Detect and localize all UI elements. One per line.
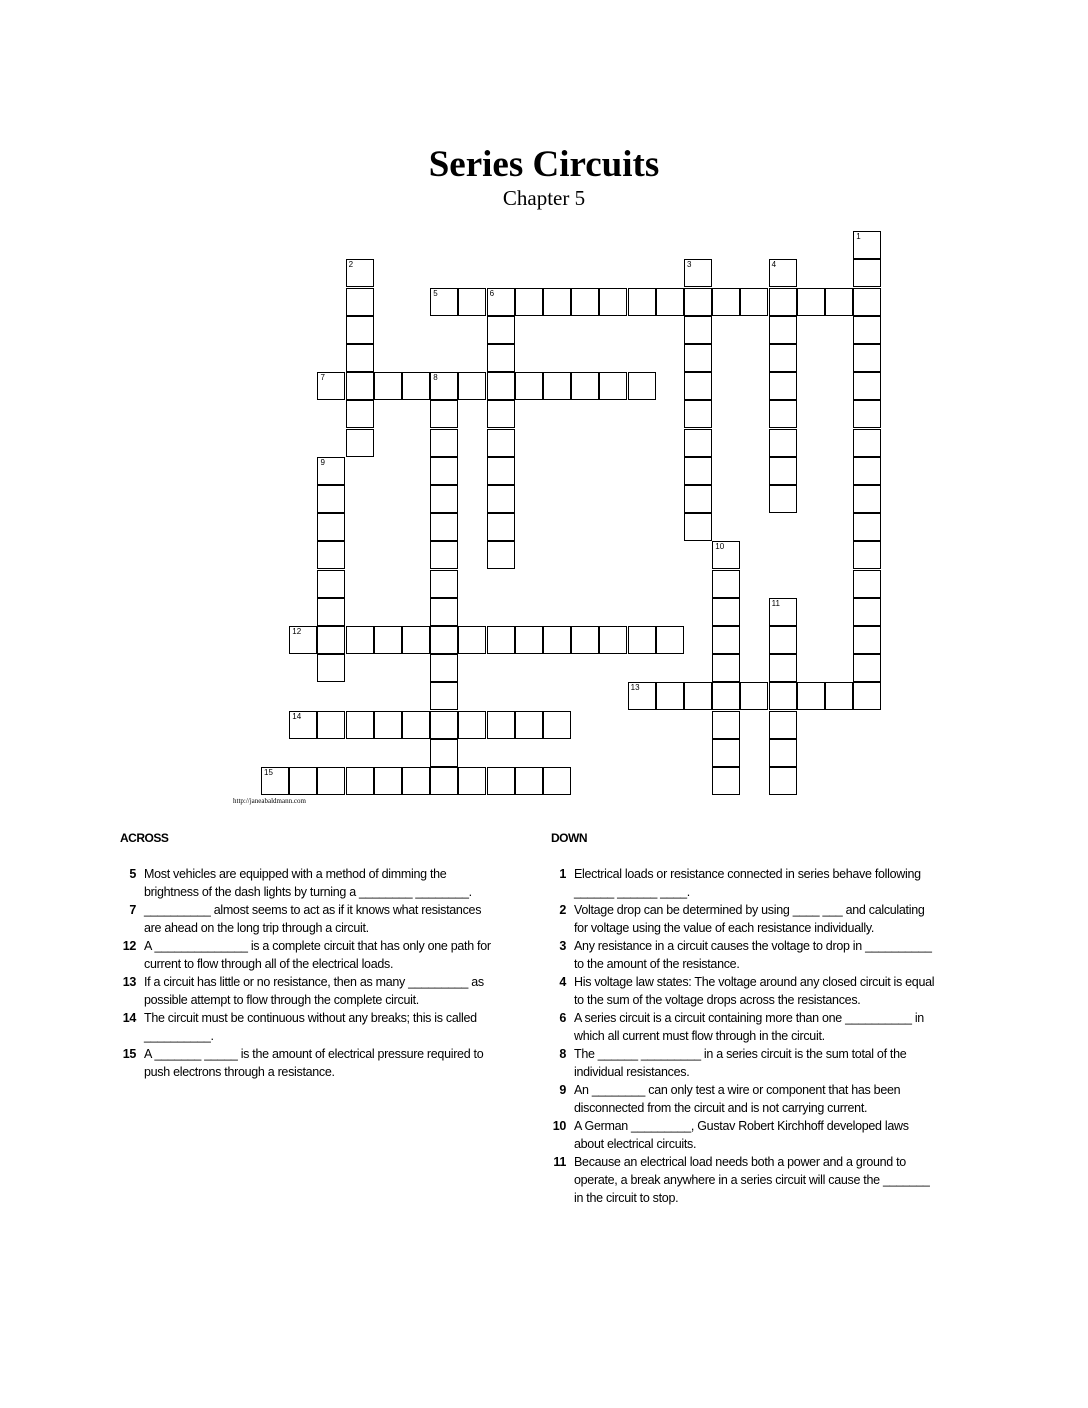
clue-number: 15: [122, 1047, 136, 1061]
grid-cell[interactable]: [346, 259, 374, 287]
grid-cell[interactable]: [487, 513, 515, 541]
grid-cell[interactable]: [515, 626, 543, 654]
down-clue-list: [544, 865, 939, 1207]
grid-cell[interactable]: [317, 372, 345, 400]
grid-cell[interactable]: [430, 598, 458, 626]
grid-cell[interactable]: [289, 767, 317, 795]
clue-text: A ______________ is a complete circuit that has only one path for current to flow through all of the electrical loads.: [144, 939, 491, 971]
grid-cell[interactable]: [289, 711, 317, 739]
grid-cell[interactable]: [599, 288, 627, 316]
grid-cell[interactable]: [769, 316, 797, 344]
down-clue: [544, 865, 939, 901]
grid-cell[interactable]: [853, 654, 881, 682]
grid-cell[interactable]: [684, 259, 712, 287]
grid-cell[interactable]: [769, 682, 797, 710]
grid-cell[interactable]: [628, 288, 656, 316]
grid-cell[interactable]: [769, 400, 797, 428]
down-clue: [544, 1081, 939, 1117]
grid-cell[interactable]: [853, 231, 881, 259]
grid-cell[interactable]: [317, 570, 345, 598]
page-title: Series Circuits: [428, 144, 660, 185]
grid-cell[interactable]: [430, 739, 458, 767]
grid-cell[interactable]: [599, 626, 627, 654]
clue-text: Any resistance in a circuit causes the voltage to drop in __________ to the amount of the resistance.: [574, 939, 932, 971]
grid-cell[interactable]: [317, 598, 345, 626]
grid-cell[interactable]: [740, 288, 768, 316]
grid-cell[interactable]: [487, 767, 515, 795]
grid-cell[interactable]: [430, 288, 458, 316]
clue-number: 5: [129, 867, 136, 881]
grid-cell[interactable]: [430, 570, 458, 598]
grid-cell[interactable]: [684, 288, 712, 316]
grid-cell[interactable]: [458, 288, 486, 316]
clue-text: An ________ can only test a wire or component that has been disconnected from the circuit and is not carrying current.: [574, 1083, 901, 1115]
grid-cell[interactable]: [712, 598, 740, 626]
grid-cell[interactable]: [853, 626, 881, 654]
grid-cell[interactable]: [769, 429, 797, 457]
grid-cell[interactable]: [853, 485, 881, 513]
grid-cell[interactable]: [317, 457, 345, 485]
grid-cell[interactable]: [487, 626, 515, 654]
grid-cell[interactable]: [769, 654, 797, 682]
clue-number: 11: [553, 1155, 566, 1169]
clue-number-label: 15: [264, 768, 273, 778]
grid-cell[interactable]: [346, 344, 374, 372]
page-subtitle: Chapter 5: [502, 186, 586, 210]
clue-number: 6: [559, 1011, 566, 1025]
grid-cell[interactable]: [712, 626, 740, 654]
grid-cell[interactable]: [769, 767, 797, 795]
grid-cell[interactable]: [684, 485, 712, 513]
down-clue: [544, 1117, 939, 1153]
grid-cell[interactable]: [853, 344, 881, 372]
grid-cell[interactable]: [374, 767, 402, 795]
grid-cell[interactable]: [515, 372, 543, 400]
grid-cell[interactable]: [853, 457, 881, 485]
grid-cell[interactable]: [656, 626, 684, 654]
grid-cell[interactable]: [487, 344, 515, 372]
clue-number: 1: [559, 867, 566, 881]
grid-cell[interactable]: [487, 541, 515, 569]
grid-cell[interactable]: [346, 626, 374, 654]
grid-cell[interactable]: [487, 316, 515, 344]
grid-cell[interactable]: [825, 288, 853, 316]
grid-cell[interactable]: [853, 598, 881, 626]
grid-cell[interactable]: [825, 682, 853, 710]
grid-cell[interactable]: [374, 711, 402, 739]
clue-number-label: 10: [715, 542, 725, 552]
across-clue: [114, 973, 499, 1009]
clue-number-label: 13: [630, 683, 640, 693]
grid-cell[interactable]: [346, 767, 374, 795]
clue-number-label: 5: [433, 288, 438, 298]
grid-cell[interactable]: [684, 316, 712, 344]
grid-cell[interactable]: [346, 711, 374, 739]
clue-number-label: 3: [687, 260, 692, 270]
grid-cell[interactable]: [571, 626, 599, 654]
grid-cell[interactable]: [628, 626, 656, 654]
grid-cell[interactable]: [374, 626, 402, 654]
grid-cell[interactable]: [430, 626, 458, 654]
grid-cell[interactable]: [853, 429, 881, 457]
grid-cell[interactable]: [684, 344, 712, 372]
grid-cell[interactable]: [769, 344, 797, 372]
clue-number-label: 12: [292, 627, 302, 637]
grid-cell[interactable]: [430, 485, 458, 513]
clue-number-label: 7: [320, 373, 325, 383]
grid-cell[interactable]: [543, 767, 571, 795]
grid-cell[interactable]: [684, 682, 712, 710]
clue-number: 4: [559, 975, 566, 989]
across-heading: ACROSS: [120, 831, 169, 845]
grid-cell[interactable]: [769, 372, 797, 400]
grid-cell[interactable]: [430, 682, 458, 710]
grid-cell[interactable]: [430, 541, 458, 569]
clue-number-label: 2: [348, 260, 354, 270]
down-clue: [544, 1009, 939, 1045]
down-heading: DOWN: [551, 831, 587, 845]
down-clue: [544, 1045, 939, 1081]
grid-cell[interactable]: [402, 372, 430, 400]
clue-number: 12: [122, 939, 136, 953]
grid-cell[interactable]: [515, 767, 543, 795]
clue-text: Voltage drop can be determined by using ____ ___ and calculating for voltage using the value of each resistance individually.: [574, 903, 925, 935]
grid-cell[interactable]: [712, 570, 740, 598]
grid-cell[interactable]: [346, 400, 374, 428]
across-clue: [114, 1009, 499, 1045]
grid-cell[interactable]: [402, 711, 430, 739]
grid-cell[interactable]: [458, 767, 486, 795]
grid-cell[interactable]: [740, 682, 768, 710]
grid-cell[interactable]: [458, 626, 486, 654]
across-clue: [114, 901, 499, 937]
clue-text: A _______ _____ is the amount of electrical pressure required to push electrons through a resistance.: [144, 1047, 484, 1079]
clue-text: The ______ _________ in a series circuit is the sum total of the individual resistances.: [574, 1047, 907, 1079]
clue-number: 3: [559, 939, 566, 953]
clue-number: 10: [552, 1119, 566, 1133]
grid-cell[interactable]: [487, 485, 515, 513]
clue-number-label: 4: [771, 260, 777, 270]
grid-cell[interactable]: [797, 682, 825, 710]
grid-cell[interactable]: [487, 457, 515, 485]
grid-cell[interactable]: [543, 372, 571, 400]
clue-number: 14: [122, 1011, 136, 1025]
clue-text: The circuit must be continuous without any breaks; this is called __________.: [144, 1011, 477, 1043]
grid-cell[interactable]: [430, 767, 458, 795]
grid-cell[interactable]: [487, 429, 515, 457]
grid-cell[interactable]: [346, 288, 374, 316]
grid-cell[interactable]: [853, 513, 881, 541]
grid-cell[interactable]: [853, 682, 881, 710]
grid-cell[interactable]: [346, 429, 374, 457]
grid-cell[interactable]: [797, 288, 825, 316]
grid-cell[interactable]: [430, 711, 458, 739]
grid-cell[interactable]: [317, 654, 345, 682]
grid-cell[interactable]: [769, 711, 797, 739]
clue-number-label: 9: [320, 457, 325, 467]
grid-cell[interactable]: [769, 739, 797, 767]
grid-cell[interactable]: [684, 513, 712, 541]
grid-cell[interactable]: [684, 457, 712, 485]
down-clue: [544, 973, 939, 1009]
clue-number-label: 11: [771, 598, 780, 608]
grid-cell[interactable]: [487, 711, 515, 739]
grid-cell[interactable]: [853, 541, 881, 569]
grid-cell[interactable]: [656, 288, 684, 316]
grid-cell[interactable]: [515, 288, 543, 316]
clue-number: 9: [559, 1083, 566, 1097]
grid-cell[interactable]: [317, 711, 345, 739]
across-clue: [114, 865, 499, 901]
grid-cell[interactable]: [769, 259, 797, 287]
grid-cell[interactable]: [346, 316, 374, 344]
grid-cell[interactable]: [628, 372, 656, 400]
grid-cell[interactable]: [289, 626, 317, 654]
clue-text: Electrical loads or resistance connected in series behave following ______ ______ ____.: [574, 867, 921, 899]
grid-cell[interactable]: [853, 570, 881, 598]
grid-cell[interactable]: [712, 711, 740, 739]
grid-cell[interactable]: [684, 372, 712, 400]
grid-cell[interactable]: [317, 485, 345, 513]
down-clue: [544, 901, 939, 937]
grid-cell[interactable]: [853, 288, 881, 316]
clue-text: A German _________, Gustav Robert Kirchhoff developed laws about electrical circuits.: [574, 1119, 909, 1151]
clue-number: 2: [559, 903, 566, 917]
grid-cell[interactable]: [853, 372, 881, 400]
grid-cell[interactable]: [346, 372, 374, 400]
grid-cell[interactable]: [543, 626, 571, 654]
grid-cell[interactable]: [769, 485, 797, 513]
clue-number-label: 14: [292, 711, 302, 721]
grid-cell[interactable]: [684, 400, 712, 428]
grid-cell[interactable]: [769, 288, 797, 316]
grid-cell[interactable]: [430, 513, 458, 541]
grid-cell[interactable]: [712, 682, 740, 710]
grid-cell[interactable]: [430, 654, 458, 682]
grid-cell[interactable]: [261, 767, 289, 795]
grid-cell[interactable]: [712, 767, 740, 795]
clue-text: A series circuit is a circuit containing more than one __________ in which all current must flow through in the circuit.: [574, 1011, 924, 1043]
grid-cell[interactable]: [712, 288, 740, 316]
grid-cell[interactable]: [656, 682, 684, 710]
grid-cell[interactable]: [458, 372, 486, 400]
grid-cell[interactable]: [543, 288, 571, 316]
clue-text: __________ almost seems to act as if it knows what resistances are ahead on the long trip through a circuit.: [144, 903, 482, 935]
grid-cell[interactable]: [712, 541, 740, 569]
grid-cell[interactable]: [853, 259, 881, 287]
grid-cell[interactable]: [430, 372, 458, 400]
grid-cell[interactable]: [853, 400, 881, 428]
grid-cell[interactable]: [487, 372, 515, 400]
grid-cell[interactable]: [712, 654, 740, 682]
grid-cell[interactable]: [487, 400, 515, 428]
across-clue-list: [114, 865, 499, 1081]
clue-text: If a circuit has little or no resistance, then as many _________ as possible attempt to flow through the complete circuit.: [144, 975, 484, 1007]
clue-number-label: 1: [856, 232, 861, 242]
grid-cell[interactable]: [317, 541, 345, 569]
clue-text: Most vehicles are equipped with a method of dimming the brightness of the dash lights by turning a ________ ________.: [144, 867, 472, 899]
grid-cell[interactable]: [402, 626, 430, 654]
clue-number: 7: [129, 903, 136, 917]
grid-cell[interactable]: [853, 316, 881, 344]
grid-cell[interactable]: [769, 626, 797, 654]
grid-cell[interactable]: [769, 457, 797, 485]
clue-text: Because an electrical load needs both a power and a ground to operate, a break anywhere in a series circuit will cause the _______ in the circuit to stop.: [574, 1155, 930, 1205]
grid-cell[interactable]: [430, 429, 458, 457]
grid-cell[interactable]: [317, 767, 345, 795]
grid-cell[interactable]: [712, 739, 740, 767]
grid-cell[interactable]: [571, 372, 599, 400]
grid-cell[interactable]: [458, 711, 486, 739]
down-clue: [544, 937, 939, 973]
grid-cell[interactable]: [487, 288, 515, 316]
grid-cell[interactable]: [515, 711, 543, 739]
grid-cell[interactable]: [769, 598, 797, 626]
grid-cell[interactable]: [571, 288, 599, 316]
grid-cell[interactable]: [317, 513, 345, 541]
down-clue: [544, 1153, 939, 1207]
across-clue: [114, 937, 499, 973]
across-clue: [114, 1045, 499, 1081]
grid-cell[interactable]: [684, 429, 712, 457]
grid-cell[interactable]: [374, 372, 402, 400]
clue-text: His voltage law states: The voltage around any closed circuit is equal to the sum of the voltage drops across the resistances.: [574, 975, 935, 1007]
grid-cell[interactable]: [430, 457, 458, 485]
source-url: http://janeabaldmann.com: [233, 797, 306, 805]
grid-cell[interactable]: [599, 372, 627, 400]
grid-cell[interactable]: [430, 400, 458, 428]
clue-number-label: 8: [433, 373, 438, 383]
clue-number: 8: [559, 1047, 566, 1061]
grid-cell[interactable]: [317, 626, 345, 654]
clue-number-label: 6: [489, 288, 495, 298]
clue-number: 13: [122, 975, 136, 989]
grid-cell[interactable]: [402, 767, 430, 795]
grid-cell[interactable]: [543, 711, 571, 739]
grid-cell[interactable]: [628, 682, 656, 710]
